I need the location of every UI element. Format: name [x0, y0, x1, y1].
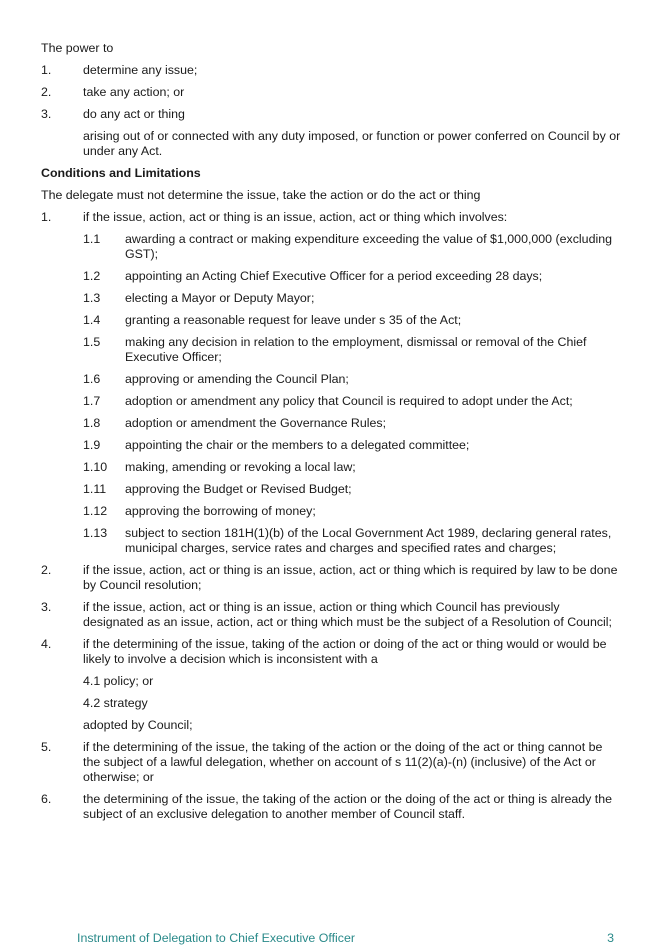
list-number: 1.	[41, 63, 52, 77]
sublist-item	[83, 438, 621, 453]
list-number: 6.	[41, 792, 52, 806]
list-item	[41, 107, 621, 122]
sublist-number: 1.12	[83, 504, 108, 518]
list-number: 4.	[41, 637, 52, 651]
sublist-text: electing a Mayor or Deputy Mayor;	[125, 291, 315, 305]
sublist-number: 1.9	[83, 438, 101, 452]
condition-tail: adopted by Council;	[83, 718, 193, 732]
sublist-number: 1.10	[83, 460, 108, 474]
sublist-item	[83, 313, 621, 328]
list-number: 2.	[41, 85, 52, 99]
page-footer	[77, 931, 614, 946]
intro-text: The power to	[41, 41, 114, 55]
condition-item	[41, 563, 621, 593]
page-number: 3	[607, 931, 614, 945]
sublist-item	[83, 460, 621, 475]
sublist-item	[83, 504, 621, 519]
condition-strategy: 4.2 strategy	[83, 696, 148, 710]
list-text: if the issue, action, act or thing is an issue, action or thing which Council has previously designated as an issue, action, act or thing which must be the subject of a Resolution of Council;	[83, 600, 612, 629]
sublist-number: 1.7	[83, 394, 101, 408]
footer-title: Instrument of Delegation to Chief Executive Officer	[77, 931, 356, 945]
list-text: take any action; or	[83, 85, 185, 99]
list-text: the determining of the issue, the taking of the action or the doing of the act or thing is already the subject of an exclusive delegation to another member of Council staff.	[83, 792, 612, 821]
sublist-number: 1.1	[83, 232, 101, 246]
sublist-text: approving the Budget or Revised Budget;	[125, 482, 352, 496]
sublist-number: 1.8	[83, 416, 101, 430]
sublist-number: 1.11	[83, 482, 107, 496]
condition-item	[41, 210, 621, 225]
list-item	[41, 63, 621, 78]
sublist-text: making any decision in relation to the employment, dismissal or removal of the Chief Executive Officer;	[125, 335, 587, 364]
sublist-item	[83, 482, 621, 497]
sublist-item	[83, 416, 621, 431]
sublist-text: adoption or amendment any policy that Council is required to adopt under the Act;	[125, 394, 573, 408]
list-text: do any act or thing	[83, 107, 185, 121]
sublist-text: appointing the chair or the members to a delegated committee;	[125, 438, 470, 452]
sublist-number: 1.5	[83, 335, 101, 349]
condition-sublist	[83, 232, 621, 556]
sublist-item	[83, 269, 621, 284]
sublist-text: awarding a contract or making expenditure exceeding the value of $1,000,000 (excluding GST);	[125, 232, 612, 261]
sublist-text: making, amending or revoking a local law;	[125, 460, 356, 474]
sublist-text: granting a reasonable request for leave under s 35 of the Act;	[125, 313, 462, 327]
condition-item	[41, 600, 621, 630]
sublist-item	[83, 232, 621, 262]
sublist-text: adoption or amendment the Governance Rules;	[125, 416, 387, 430]
sublist-item	[83, 394, 621, 409]
list-number: 2.	[41, 563, 52, 577]
condition-item	[41, 637, 621, 667]
sublist-text: approving the borrowing of money;	[125, 504, 316, 518]
sublist-item	[83, 372, 621, 387]
condition-item	[41, 740, 621, 785]
list-text: if the determining of the issue, taking of the action or doing of the act or thing would or would be likely to involve a decision which is inconsistent with a	[83, 637, 607, 666]
sublist-text: subject to section 181H(1)(b) of the Local Government Act 1989, declaring general rates, municipal charges, service rates and charges and specified rates and charges;	[125, 526, 612, 555]
list-text: determine any issue;	[83, 63, 198, 77]
list-text: if the determining of the issue, the taking of the action or the doing of the act or thing cannot be the subject of a lawful delegation, whether on account of s 11(2)(a)-(n) (inclusive) of the Act or otherwise; or	[83, 740, 603, 784]
sublist-number: 1.13	[83, 526, 108, 540]
list-text: if the issue, action, act or thing is an issue, action, act or thing which involves:	[83, 210, 508, 224]
sublist-number: 1.6	[83, 372, 101, 386]
condition-policy: 4.1 policy; or	[83, 674, 154, 688]
list-number: 3.	[41, 600, 52, 614]
powers-tail: arising out of or connected with any duty imposed, or function or power conferred on Council by or under any Act.	[83, 129, 621, 158]
conditions-intro: The delegate must not determine the issue, take the action or do the act or thing	[41, 188, 481, 202]
list-number: 1.	[41, 210, 52, 224]
sublist-item	[83, 526, 621, 556]
condition-item	[41, 792, 621, 822]
list-text: if the issue, action, act or thing is an issue, action, act or thing which is required by law to be done by Council resolution;	[83, 563, 618, 592]
sublist-number: 1.2	[83, 269, 101, 283]
sublist-text: approving or amending the Council Plan;	[125, 372, 349, 386]
list-item	[41, 85, 621, 100]
sublist-number: 1.4	[83, 313, 101, 327]
sublist-item	[83, 335, 621, 365]
sublist-text: appointing an Acting Chief Executive Officer for a period exceeding 28 days;	[125, 269, 543, 283]
sublist-item	[83, 291, 621, 306]
powers-list	[41, 63, 621, 122]
conditions-heading: Conditions and Limitations	[41, 166, 201, 180]
list-number: 5.	[41, 740, 52, 754]
document-body	[41, 41, 621, 829]
list-number: 3.	[41, 107, 52, 121]
sublist-number: 1.3	[83, 291, 101, 305]
